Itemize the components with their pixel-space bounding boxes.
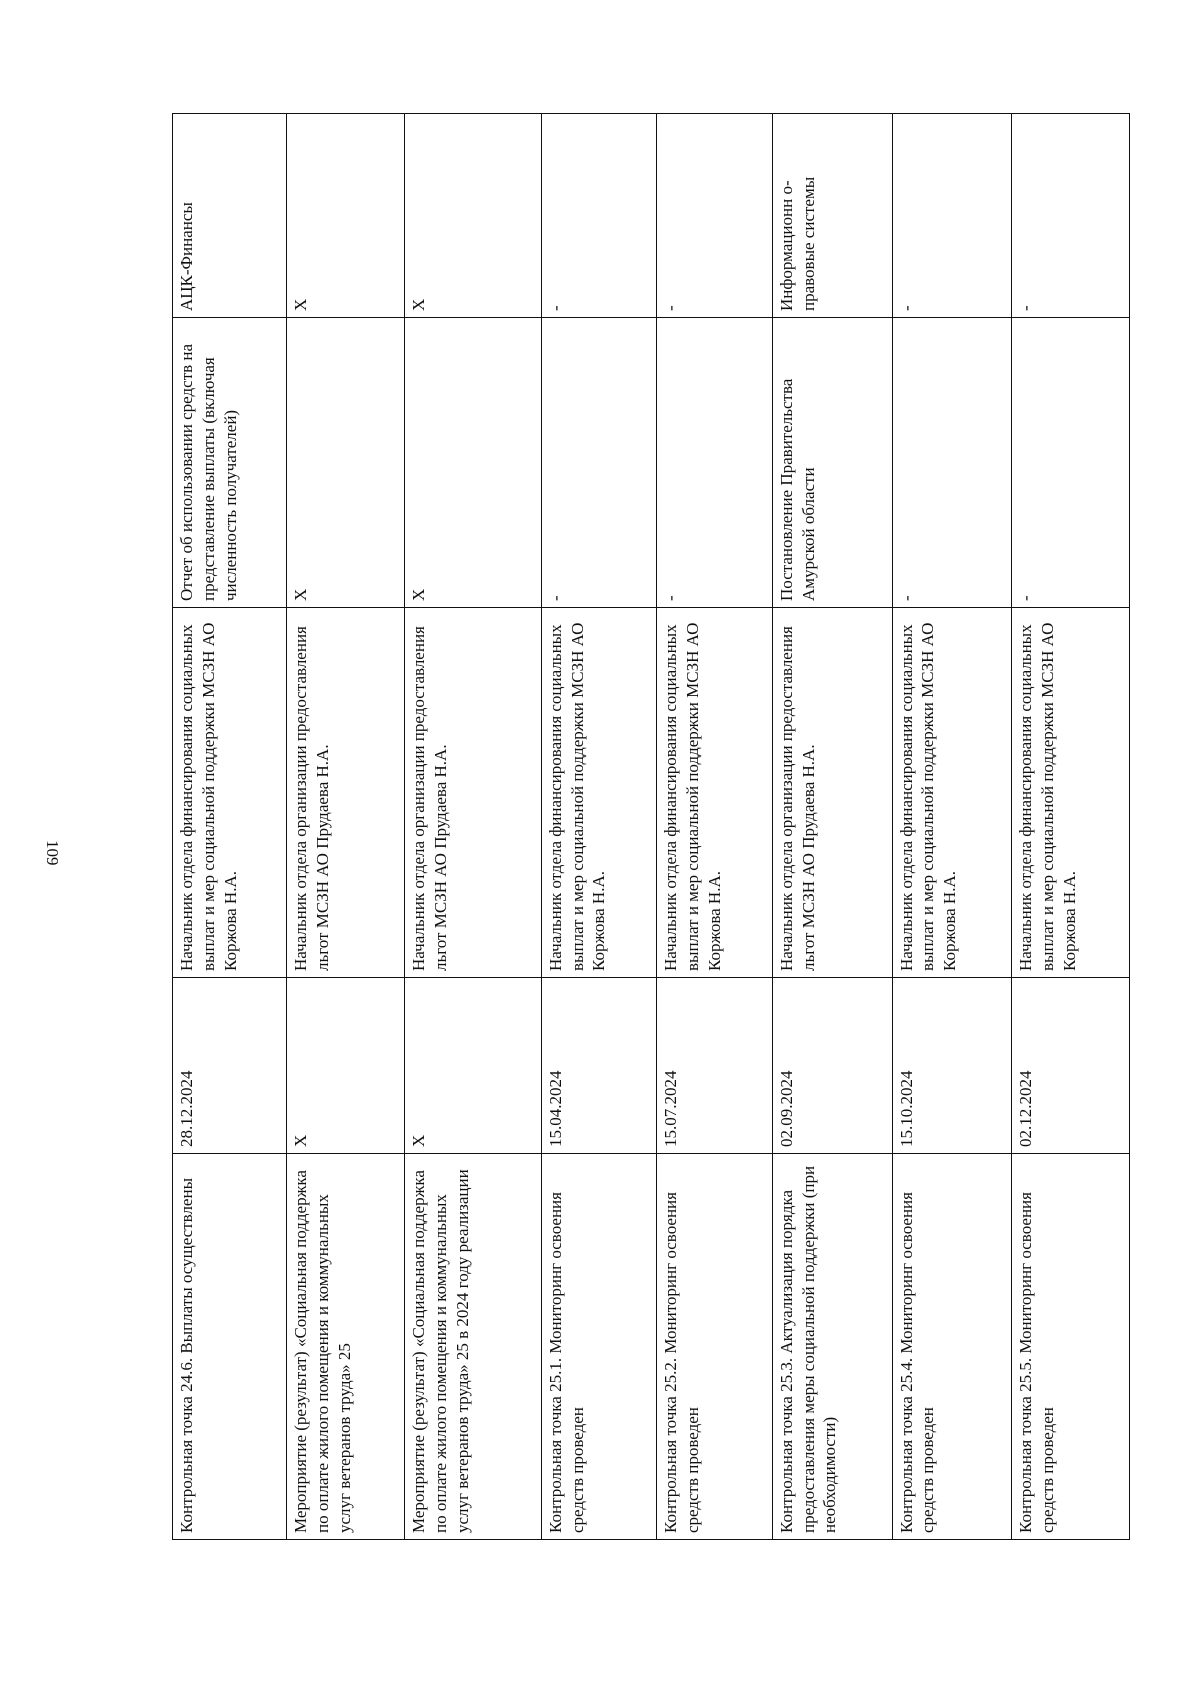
cell-name: Мероприятие (результат) «Социальная поддержка по оплате жилого помещения и коммунальных услуг ветеранов труда» 25 в 2024 году реализации xyxy=(405,1154,542,1540)
cell-date: X xyxy=(405,978,542,1154)
cell-name: Контрольная точка 25.1. Мониторинг освоения средств проведен xyxy=(541,1154,656,1540)
cell-name: Контрольная точка 25.5. Мониторинг освоения средств проведен xyxy=(1012,1154,1130,1540)
cell-date: 15.10.2024 xyxy=(892,978,1012,1154)
cell-document: - xyxy=(892,318,1012,608)
cell-name: Контрольная точка 25.3. Актуализация порядка предоставления меры социальной поддержки (при необходимости) xyxy=(772,1154,892,1540)
cell-date: 15.04.2024 xyxy=(541,978,656,1154)
cell-name: Контрольная точка 25.2. Мониторинг освоения средств проведен xyxy=(657,1154,772,1540)
cell-document: Постановление Правительства Амурской области xyxy=(772,318,892,608)
cell-document: - xyxy=(657,318,772,608)
cell-responsible: Начальник отдела финансирования социальных выплат и мер социальной поддержки МСЗН АО Коржова Н.А. xyxy=(541,608,656,978)
cell-responsible: Начальник отдела финансирования социальных выплат и мер социальной поддержки МСЗН АО Коржова Н.А. xyxy=(657,608,772,978)
cell-document: Отчет об использовании средств на представление выплаты (включая численность получателей) xyxy=(173,318,287,608)
cell-date: 02.12.2024 xyxy=(1012,978,1130,1154)
table-row xyxy=(405,114,542,1540)
table-row xyxy=(1012,114,1130,1540)
cell-date: 02.09.2024 xyxy=(772,978,892,1154)
cell-name: Контрольная точка 25.4. Мониторинг освоения средств проведен xyxy=(892,1154,1012,1540)
cell-system: - xyxy=(892,114,1012,318)
cell-system: - xyxy=(541,114,656,318)
table-row xyxy=(287,114,405,1540)
cell-system: X xyxy=(405,114,542,318)
cell-document: - xyxy=(1012,318,1130,608)
cell-system: - xyxy=(657,114,772,318)
table-row xyxy=(772,114,892,1540)
control-points-table xyxy=(172,113,1130,1540)
cell-date: X xyxy=(287,978,405,1154)
cell-system: АЦК-Финансы xyxy=(173,114,287,318)
cell-responsible: Начальник отдела финансирования социальных выплат и мер социальной поддержки МСЗН АО Коржова Н.А. xyxy=(173,608,287,978)
page-number: 109 xyxy=(43,840,62,866)
cell-document: X xyxy=(287,318,405,608)
cell-name: Контрольная точка 24.6. Выплаты осуществлены xyxy=(173,1154,287,1540)
cell-responsible: Начальник отдела финансирования социальных выплат и мер социальной поддержки МСЗН АО Коржова Н.А. xyxy=(892,608,1012,978)
cell-responsible: Начальник отдела организации предоставления льгот МСЗН АО Прудаева Н.А. xyxy=(772,608,892,978)
cell-date: 28.12.2024 xyxy=(173,978,287,1154)
cell-responsible: Начальник отдела организации предоставления льгот МСЗН АО Прудаева Н.А. xyxy=(405,608,542,978)
table-row xyxy=(173,114,287,1540)
cell-name: Мероприятие (результат) «Социальная поддержка по оплате жилого помещения и коммунальных услуг ветеранов труда» 25 xyxy=(287,1154,405,1540)
cell-system: X xyxy=(287,114,405,318)
cell-responsible: Начальник отдела организации предоставления льгот МСЗН АО Прудаева Н.А. xyxy=(287,608,405,978)
table-row xyxy=(541,114,656,1540)
cell-document: - xyxy=(541,318,656,608)
table-row xyxy=(892,114,1012,1540)
cell-system: Информационн о-правовые системы xyxy=(772,114,892,318)
cell-date: 15.07.2024 xyxy=(657,978,772,1154)
cell-responsible: Начальник отдела финансирования социальных выплат и мер социальной поддержки МСЗН АО Коржова Н.А. xyxy=(1012,608,1130,978)
table-row xyxy=(657,114,772,1540)
cell-document: X xyxy=(405,318,542,608)
cell-system: - xyxy=(1012,114,1130,318)
